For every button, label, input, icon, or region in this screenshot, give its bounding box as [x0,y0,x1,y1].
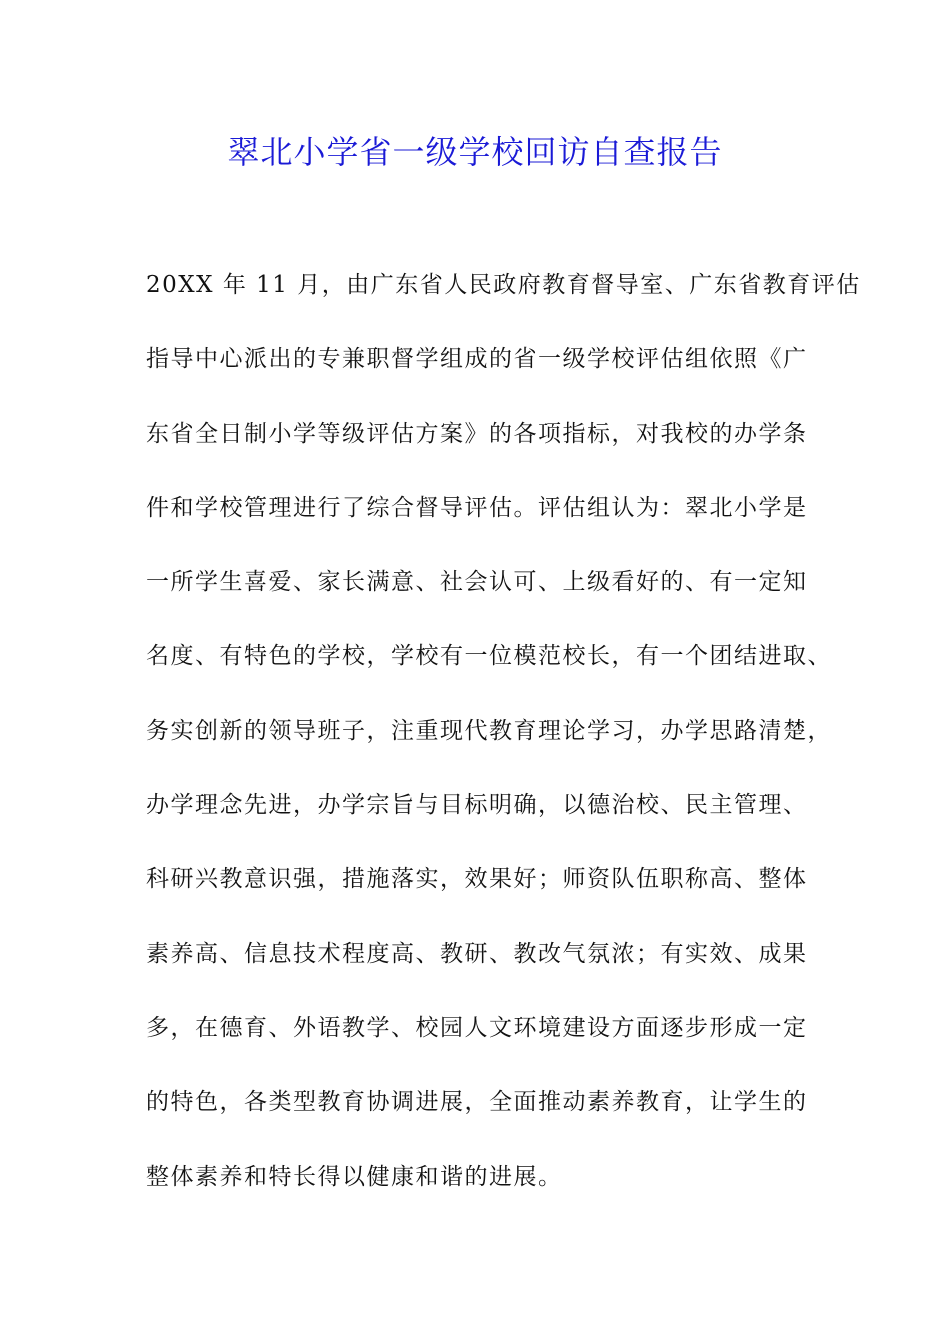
paragraph-line: 多，在德育、外语教学、校园人文环境建设方面逐步形成一定 [146,1014,808,1041]
paragraph-line: 办学理念先进，办学宗旨与目标明确，以德治校、民主管理、 [146,792,808,819]
paragraph-line: 的特色，各类型教育协调进展，全面推动素养教育，让学生的 [146,1089,808,1116]
paragraph-line: 东省全日制小学等级评估方案》的各项指标，对我校的办学条 [146,420,808,447]
paragraph-line: 科研兴教意识强，措施落实，效果好；师资队伍职称高、整体 [146,866,808,893]
document-body [146,262,861,1228]
paragraph-line: 件和学校管理进行了综合督导评估。评估组认为：翠北小学是 [146,494,808,521]
paragraph-line: 素养高、信息技术程度高、教研、教改气氛浓；有实效、成果 [146,940,808,967]
document-title: 翠北小学省一级学校回访自查报告 [227,133,723,171]
paragraph-line: 务实创新的领导班子，注重现代教育理论学习，办学思路清楚， [146,717,832,744]
paragraph-line: 20XX 年 11 月，由广东省人民政府教育督导室、广东省教育评估 [146,272,861,298]
paragraph-line: 名度、有特色的学校，学校有一位模范校长，有一个团结进取、 [146,643,832,670]
paragraph-line: 指导中心派出的专兼职督学组成的省一级学校评估组依照《广 [146,346,808,373]
paragraph-line: 整体素养和特长得以健康和谐的进展。 [146,1163,563,1190]
paragraph-line: 一所学生喜爱、家长满意、社会认可、上级看好的、有一定知 [146,569,808,596]
